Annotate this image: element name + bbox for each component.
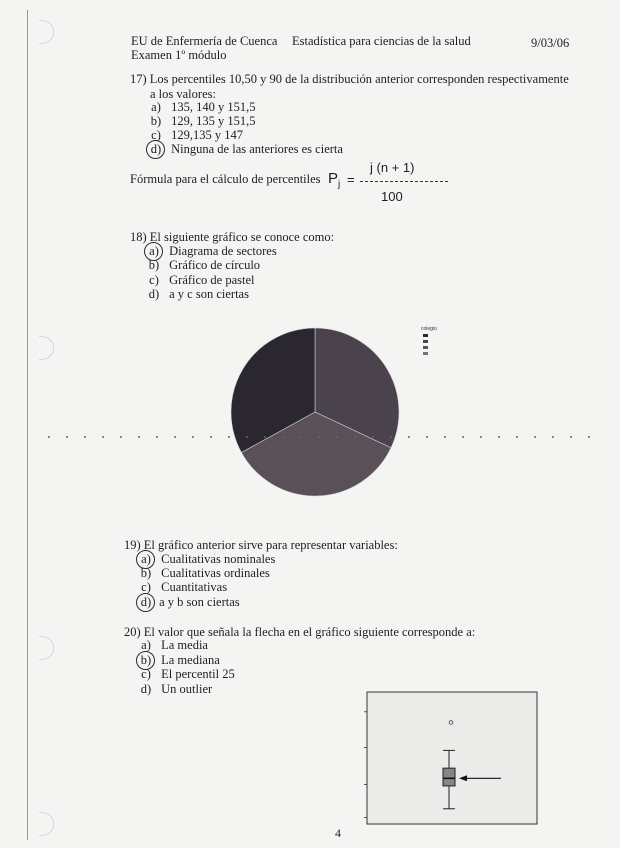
pie-legend-swatch: [423, 346, 428, 349]
punch-hole: [39, 336, 54, 360]
boxplot-frame: [367, 692, 537, 824]
option-text: Cuantitativas: [161, 580, 228, 594]
header-exam: Examen 1º módulo: [131, 48, 227, 62]
q18-option-a: [146, 244, 277, 259]
option-text: a y c son ciertas: [169, 287, 249, 301]
option-text: Ninguna de las anteriores es cierta: [171, 142, 343, 156]
option-text: 129, 135 y 151,5: [171, 114, 256, 128]
option-letter-circled: d): [138, 595, 154, 610]
option-text: Un outlier: [161, 682, 213, 696]
boxplot-chart: [345, 686, 540, 832]
option-letter: d): [148, 287, 160, 301]
q19-option-d: [138, 595, 240, 610]
option-text: El percentil 25: [161, 667, 235, 681]
option-text: Gráfico de círculo: [169, 258, 261, 272]
q19-option-c: [138, 580, 227, 595]
punch-hole: [39, 636, 54, 660]
q19-stem: 19) El gráfico anterior sirve para representar variables:: [124, 538, 398, 552]
option-letter: c): [151, 128, 161, 142]
option-text: Diagrama de sectores: [169, 244, 277, 258]
q17-option-a: [148, 100, 256, 115]
option-letter: a): [151, 100, 161, 114]
option-letter: c): [149, 273, 159, 287]
q17-option-c: [148, 128, 243, 143]
q20-option-b: [138, 653, 220, 668]
q19-option-b: [138, 566, 270, 581]
header-date: 9/03/06: [531, 36, 570, 50]
formula-denominator: 100: [381, 189, 403, 204]
formula-p: P: [328, 170, 339, 187]
formula-fraction-bar: [360, 181, 448, 182]
option-letter: c): [141, 667, 151, 681]
q17-option-d: [148, 142, 343, 157]
formula-subscript: j: [338, 179, 341, 190]
option-text: 129,135 y 147: [171, 128, 243, 142]
q17-option-b: [148, 114, 256, 129]
option-letter-circled: d): [148, 142, 164, 157]
option-letter-circled: b): [138, 653, 154, 668]
formula-numerator: j (n + 1): [370, 160, 415, 175]
header-course: Estadística para ciencias de la salud: [292, 34, 471, 48]
q17-stem-line1: 17) Los percentiles 10,50 y 90 de la distribución anterior corresponden respectivamente: [130, 72, 569, 86]
formula-equals: =: [347, 172, 355, 187]
formula-label: Fórmula para el cálculo de percentiles: [130, 172, 321, 186]
q20-option-d: [138, 682, 212, 697]
punch-hole: [39, 812, 54, 836]
q20-stem: 20) El valor que señala la flecha en el gráfico siguiente corresponde a:: [124, 625, 476, 639]
q18-option-d: [146, 287, 249, 302]
pie-legend-swatch: [423, 334, 428, 337]
option-letter: c): [141, 580, 151, 594]
option-text: La media: [161, 638, 208, 652]
formula-lhs: [328, 170, 340, 190]
option-letter: b): [148, 258, 160, 272]
q18-stem: 18) El siguiente gráfico se conoce como:: [130, 230, 335, 244]
option-letter-circled: a): [146, 244, 162, 259]
option-letter: a): [141, 638, 151, 652]
option-text: Cualitativas ordinales: [161, 566, 270, 580]
option-text: Cualitativas nominales: [161, 552, 276, 566]
punch-hole: [39, 20, 54, 44]
scan-dots: [40, 436, 600, 438]
q18-option-b: [146, 258, 260, 273]
pie-chart: [225, 322, 405, 502]
option-letter: b): [150, 114, 162, 128]
q19-option-a: [138, 552, 275, 567]
pie-legend-swatch: [423, 340, 428, 343]
option-text: a y b son ciertas: [159, 595, 240, 609]
header-school: EU de Enfermería de Cuenca: [131, 34, 278, 48]
option-letter-circled: a): [138, 552, 154, 567]
margin-line: [27, 10, 28, 840]
q20-option-c: [138, 667, 235, 682]
option-text: La mediana: [161, 653, 220, 667]
pie-legend: [423, 334, 428, 355]
pie-legend-swatch: [423, 352, 428, 355]
option-text: 135, 140 y 151,5: [171, 100, 256, 114]
pie-legend-title: colegio: [421, 326, 437, 332]
option-letter: b): [140, 566, 152, 580]
q18-option-c: [146, 273, 255, 288]
option-letter: d): [140, 682, 152, 696]
option-text: Gráfico de pastel: [169, 273, 255, 287]
boxplot-box: [443, 768, 455, 786]
q17-stem-line2: a los valores:: [150, 87, 216, 101]
page-number: 4: [335, 826, 341, 840]
